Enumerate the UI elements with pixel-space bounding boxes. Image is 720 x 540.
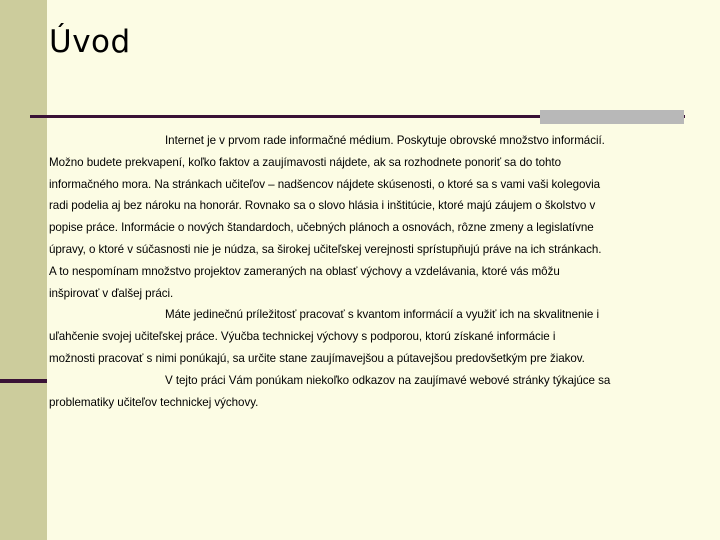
body-line: A to nespomínam množstvo projektov zameraných na oblasť výchovy a vzdelávania, ktoré vás môžu: [49, 264, 560, 278]
slide-body: [49, 130, 709, 413]
left-decorative-bar: [0, 0, 47, 540]
body-line: Možno budete prekvapení, koľko faktov a zaujímavosti nájdete, ak sa rozhodnete ponoriť sa do tohto: [49, 155, 561, 169]
slide-title: Úvod: [49, 24, 131, 60]
title-rule-accent: [540, 110, 684, 124]
body-line: úpravy, o ktoré v súčasnosti nie je núdza, sa širokej učiteľskej verejnosti sprístupňujú práve na ich stránkach.: [49, 242, 602, 256]
left-bar-divider: [0, 379, 47, 383]
body-line: problematiky učiteľov technickej výchovy.: [49, 395, 259, 409]
body-line: informačného mora. Na stránkach učiteľov – nadšencov nájdete skúsenosti, o ktoré sa s vami vaši kolegovia: [49, 177, 601, 191]
body-line: možnosti pracovať s nimi ponúkajú, sa určite stane zaujímavejšou a pútavejšou predovšetkým pre žiakov.: [49, 351, 585, 365]
body-line: V tejto práci Vám ponúkam niekoľko odkazov na zaujímavé webové stránky týkajúce sa: [165, 373, 611, 387]
body-line: Internet je v prvom rade informačné médium. Poskytuje obrovské množstvo informácií.: [165, 134, 605, 147]
body-line: radi podelia aj bez nároku na honorár. Rovnako sa o slovo hlásia i inštitúcie, ktoré majú záujem o školstvo v: [49, 199, 596, 213]
body-line: Máte jedinečnú príležitosť pracovať s kvantom informácií a využiť ich na skvalitnenie i: [165, 308, 599, 322]
body-line: popise práce. Informácie o nových štandardoch, učebných plánoch a osnovách, rôzne zmeny a legislatívne: [49, 221, 594, 235]
body-line: inšpirovať v ďalšej práci.: [49, 286, 174, 300]
body-line: uľahčenie svojej učiteľskej práce. Výučba technickej výchovy s podporou, ktorú získané informácie i: [49, 330, 556, 344]
